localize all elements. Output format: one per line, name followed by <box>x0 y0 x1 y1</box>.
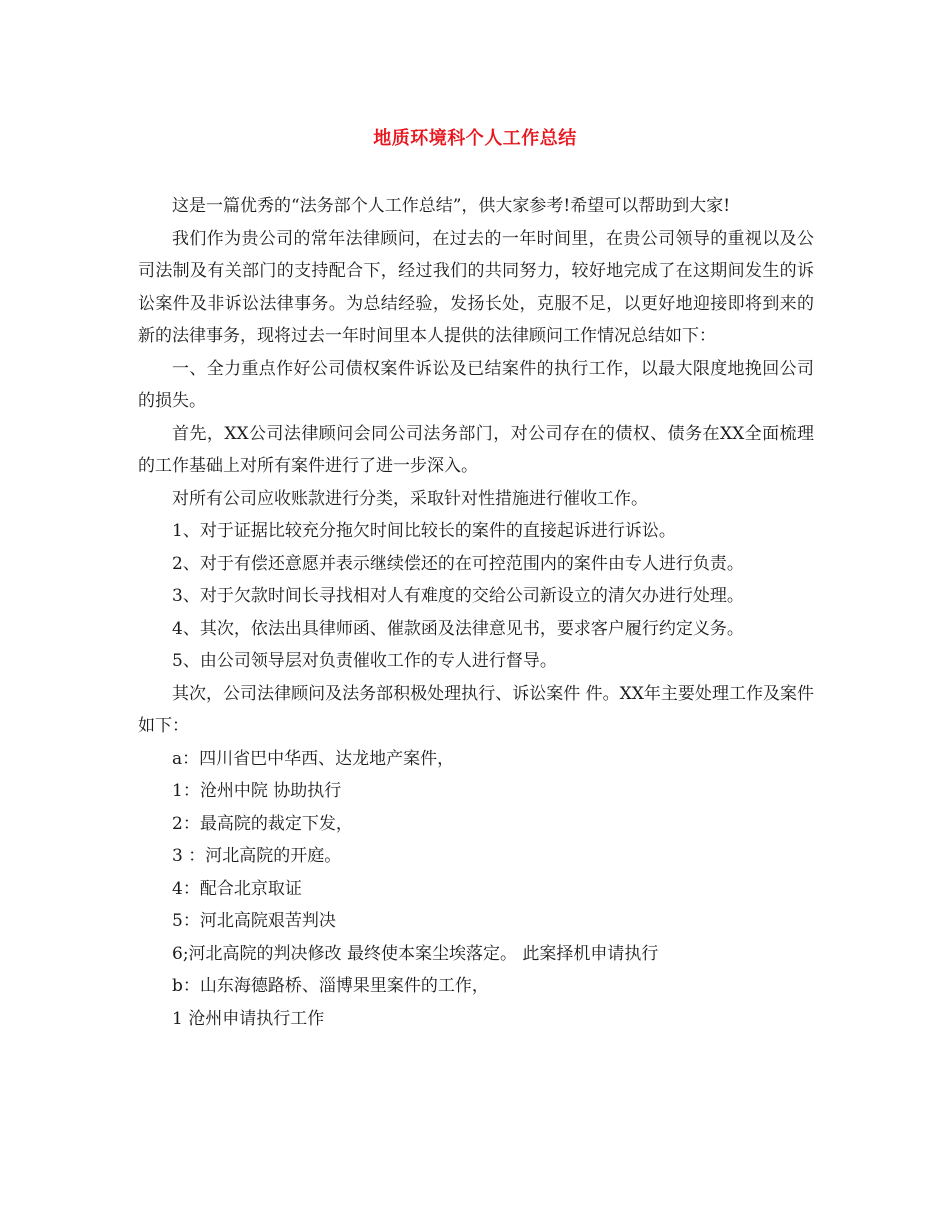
list-item: 4、其次，依法出具律师函、催款函及法律意见书，要求客户履行约定义务。 <box>172 618 744 639</box>
list-item: 2、对于有偿还意愿并表示继续偿还的在可控范围内的案件由专人进行负责。 <box>172 553 744 574</box>
case-line: 6;河北高院的判决修改 最终使本案尘埃落定。 此案择机申请执行 <box>172 943 659 964</box>
case-heading-a: a：四川省巴中华西、达龙地产案件， <box>172 748 455 769</box>
summary-paragraph: 我们作为贵公司的常年法律顾问，在过去的一年时间里，在贵公司领导的重视以及公司法制及有关部门的支持配合下，经过我们的共同努力，较好地完成了在这期间发生的诉讼案件及非诉讼法律事务。为总结经验，发扬长处，克服不足，以更好地迎接即将到来的新的法律事务，现将过去一年时间里本人提供的法律顾问工作情况总结如下： <box>138 228 814 346</box>
case-line: 2：最高院的裁定下发， <box>172 813 353 834</box>
list-item: 1、对于证据比较充分拖欠时间比较长的案件的直接起诉进行诉讼。 <box>172 521 676 541</box>
section-one-heading: 一、全力重点作好公司债权案件诉讼及已结案件的执行工作，以最大限度地挽回公司的损失。 <box>138 358 814 411</box>
case-line: 3 ：河北高院的开庭。 <box>172 846 342 866</box>
document-body <box>138 190 814 1035</box>
case-line: 1：沧州中院 协助执行 <box>172 781 342 801</box>
first-step-paragraph: 首先，XX公司法律顾问会同公司法务部门，对公司存在的债权、债务在XX全面梳理的工作基础上对所有案件进行了进一步深入。 <box>138 423 814 476</box>
document-title: 地质环境科个人工作总结 <box>373 128 577 149</box>
classification-paragraph: 对所有公司应收账款进行分类，采取针对性措施进行催收工作。 <box>172 488 648 509</box>
case-heading-b: b：山东海德路桥、淄博果里案件的工作， <box>172 976 489 996</box>
intro-paragraph: 这是一篇优秀的“法务部个人工作总结”，供大家参考!希望可以帮助到大家! <box>172 196 731 216</box>
case-line: 5：河北高院艰苦判决 <box>172 911 336 931</box>
case-line: 1 沧州申请执行工作 <box>172 1008 325 1029</box>
second-step-paragraph: 其次，公司法律顾问及法务部积极处理执行、诉讼案件 件。XX年主要处理工作及案件如下： <box>138 683 814 736</box>
case-line: 4：配合北京取证 <box>172 878 302 899</box>
list-item: 3、对于欠款时间长寻找相对人有难度的交给公司新设立的清欠办进行处理。 <box>172 586 744 606</box>
list-item: 5、由公司领导层对负责催收工作的专人进行督导。 <box>172 651 557 671</box>
